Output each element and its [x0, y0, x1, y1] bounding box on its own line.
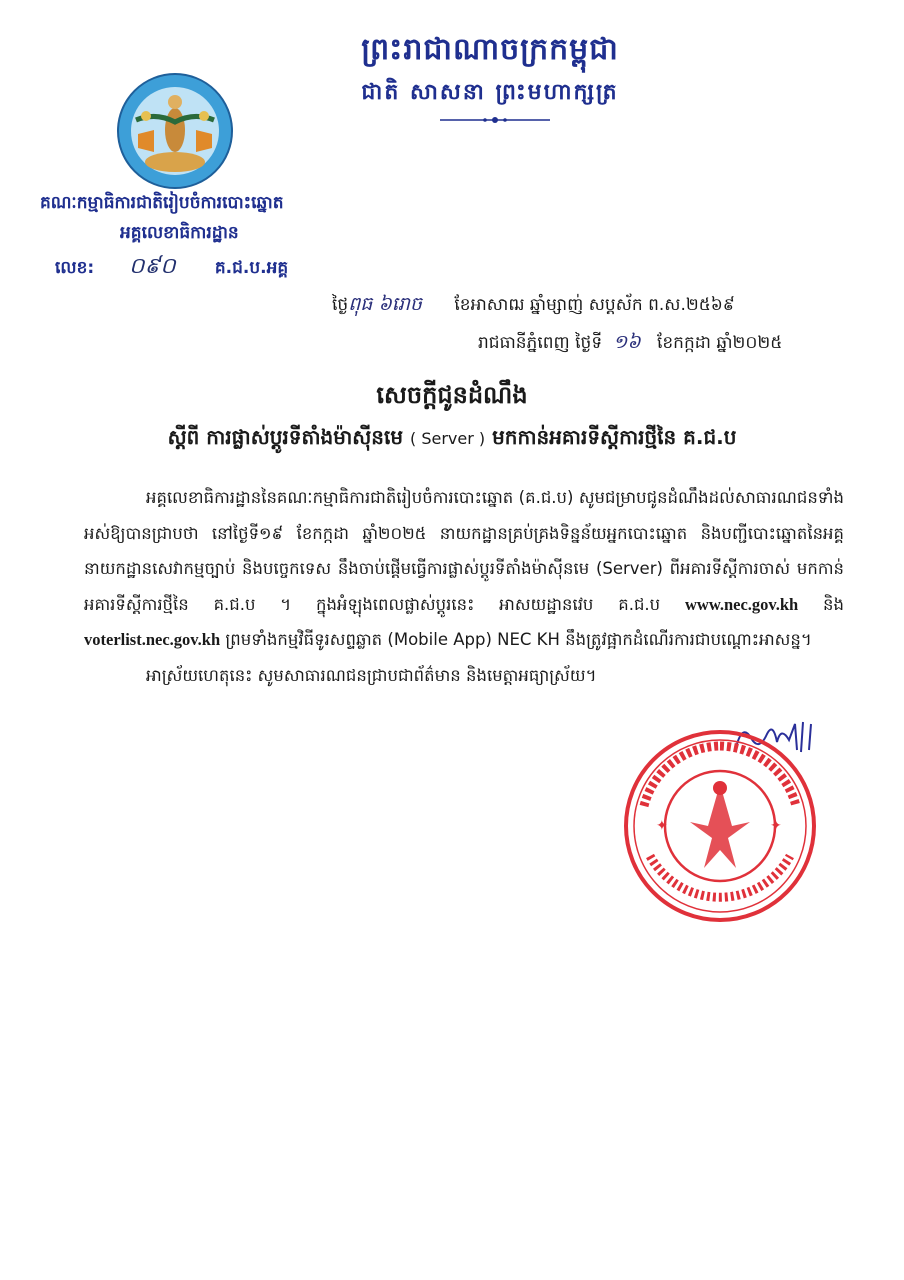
lunar-handwritten: ពុធ ៦រោច: [348, 293, 422, 315]
issuer-secretariat: អគ្គលេខាធិការដ្ឋាន: [120, 223, 239, 243]
paragraph-1-end: ព្រមទាំងកម្មវិធីទូរសព្ទឆ្លាត (Mobile App) NEC KH នឹងត្រូវផ្អាកដំណើរការជាបណ្តោះអាសន្ន។: [225, 630, 812, 649]
reference-number: ០៩០: [128, 254, 176, 279]
solar-handwritten: ១៦: [612, 331, 641, 353]
paragraph-2: អាស្រ័យហេតុនេះ សូមសាធារណជនជ្រាបជាព័ត៌មាន និងមេត្តាអធ្យាស្រ័យ។: [146, 665, 597, 685]
svg-text:✦: ✦: [656, 818, 668, 834]
and-word: និង: [823, 594, 844, 614]
subtitle-before: ស្តីពី ការផ្លាស់ប្តូរទីតាំងម៉ាស៊ីនមេ: [167, 425, 404, 449]
notice-title: សេចក្តីជូនដំណឹង: [376, 381, 528, 409]
issuer-committee: គណៈកម្មាធិការជាតិរៀបចំការបោះឆ្នោត: [40, 193, 284, 213]
notice-body: [84, 480, 844, 693]
lunar-date: [332, 292, 735, 320]
notice-subtitle: [0, 424, 904, 454]
ornament-divider: [440, 114, 550, 126]
national-motto: ជាតិ សាសនា ព្រះមហាក្សត្រ: [361, 80, 619, 105]
subtitle-after: មកកាន់អគារទីស្តីការថ្មីនៃ គ.ជ.ប: [492, 425, 737, 449]
lunar-rest: ខែអាសាឍ ឆ្នាំម្សាញ់ សប្តស័ក ព.ស.២៥៦៩: [454, 295, 735, 315]
kingdom-title: ព្រះរាជាណាចក្រកម្ពុជា: [361, 32, 619, 67]
svg-text:✦: ✦: [770, 818, 782, 834]
nec-emblem-icon: [116, 72, 234, 190]
paragraph-1: [84, 480, 844, 658]
lunar-prefix: ថ្ងៃ: [332, 295, 349, 315]
solar-prefix: រាជធានីភ្នំពេញ ថ្ងៃទី: [478, 333, 603, 353]
reference-label: លេខ:: [55, 258, 95, 278]
website-url: www.nec.gov.kh: [684, 594, 799, 614]
solar-date: [478, 330, 782, 358]
official-seal-stamp: [620, 726, 820, 926]
solar-rest: ខែកក្កដា ឆ្នាំ២០២៥: [656, 333, 783, 353]
reference-row: [55, 252, 288, 284]
paragraph-1-text: អគ្គលេខាធិការដ្ឋាននៃគណៈកម្មាធិការជាតិរៀបចំការបោះឆ្នោត (គ.ជ.ប) សូមជម្រាបជូនដំណឹងដល់សាធារណជនទាំងអស់ឱ្យបានជ្រាបថា នៅថ្ងៃទី១៩ ខែកក្កដា ឆ្នាំ២០២៥ នាយកដ្ឋានគ្រប់គ្រងទិន្នន័យអ្នកបោះឆ្នោត និងបញ្ជីបោះឆ្នោតនៃអគ្គនាយកដ្ឋានសេវាកម្មច្បាប់ និងបច្ចេកទេស នឹងចាប់ផ្តើមធ្វើការផ្លាស់ប្តូរទីតាំងម៉ាស៊ីនមេ (Server) ពីអគារទីស្តីការចាស់ មកកាន់អគារទីស្តីការថ្មីនៃ គ.ជ.ប ។ ក្នុងអំឡុងពេលផ្លាស់ប្តូរនេះ អាសយដ្ឋានវេប គ.ជ.ប: [84, 488, 844, 614]
reference-suffix: គ.ជ.ប.អគ្គ: [214, 258, 289, 278]
voterlist-url: voterlist.nec.gov.kh: [84, 630, 221, 649]
subtitle-paren: ( Server ): [410, 429, 486, 448]
